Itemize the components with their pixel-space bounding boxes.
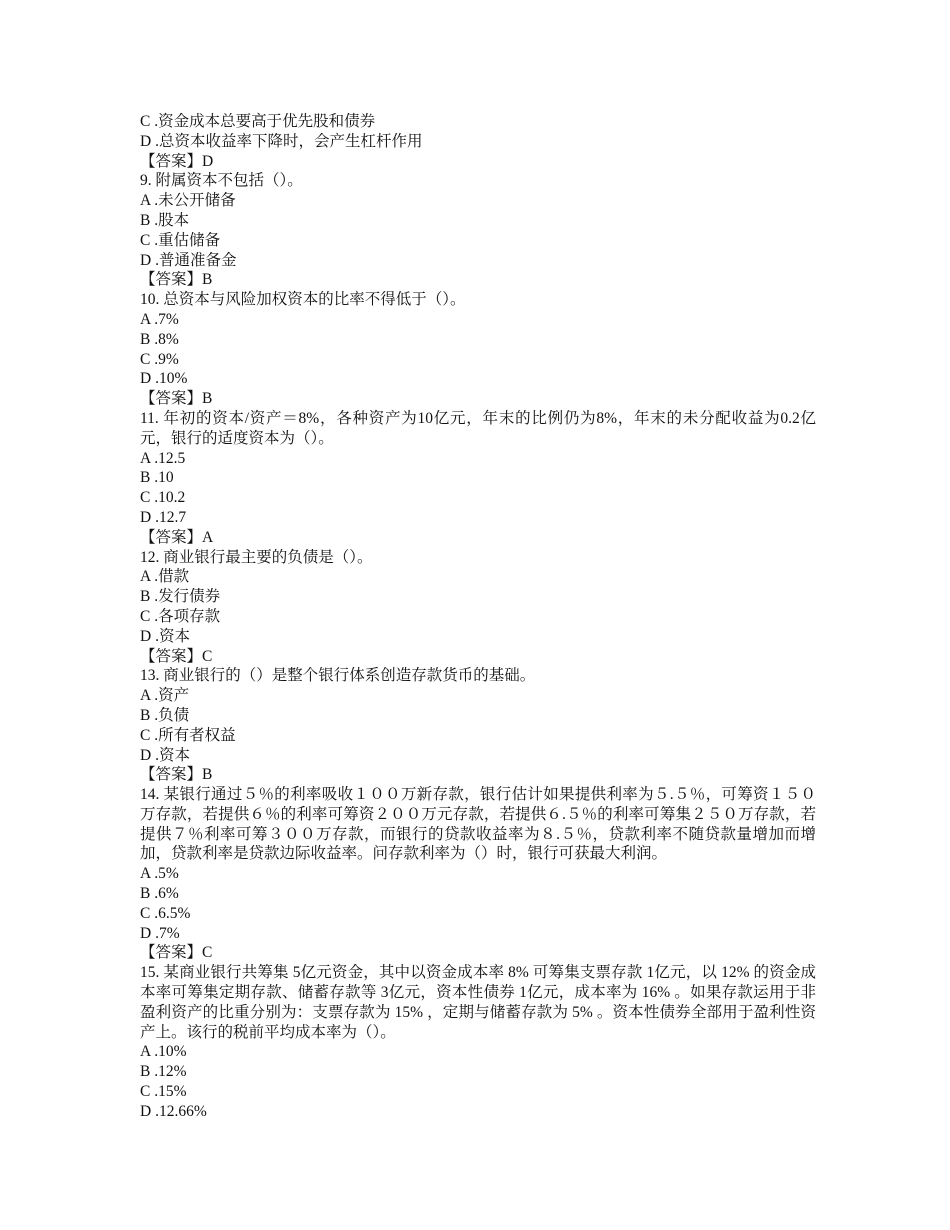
option-line: A .借款 <box>140 568 190 586</box>
option-line: A .未公开储备 <box>140 192 236 210</box>
option-line: C .10.2 <box>140 489 186 507</box>
document-body <box>140 112 816 1122</box>
option-line: B .股本 <box>140 211 190 229</box>
option-line: B .负债 <box>140 706 190 724</box>
option-line: C .9% <box>140 350 179 368</box>
option-line: A .5% <box>140 865 179 883</box>
option-line: A .7% <box>140 310 179 328</box>
question-text: 13. 商业银行的（）是整个银行体系创造存款货币的基础。 <box>140 667 536 685</box>
answer-line: 【答案】B <box>140 390 213 408</box>
question-text: 15. 某商业银行共筹集 5亿元资金，其中以资金成本率 8% 可筹集支票存款 1亿元，以 12% 的资金成本率可筹集定期存款、储蓄存款等 3亿元，资本性债券 1亿元，成本率为 16% 。如果存款运用于非盈利资产的比重分别为：支票存款为 15% ，定期与储蓄存款为 5% 。资本性债券全部用于盈利性资产上。该行的税前平均成本率为（）。 <box>140 964 816 1041</box>
option-line: D .12.7 <box>140 508 187 526</box>
answer-line: 【答案】C <box>140 647 213 665</box>
answer-line: 【答案】A <box>140 528 214 546</box>
question-text: 14. 某银行通过５％的利率吸收１００万新存款，银行估计如果提供利率为５.５％，可筹资１５０万存款，若提供６％的利率可筹资２００万元存款，若提供６.５％的利率可筹集２５０万存款，若提供７％利率可筹３００万存款，而银行的贷款收益率为８.５％，贷款利率不随贷款量增加而增加，贷款利率是贷款边际收益率。问存款利率为（）时，银行可获最大利润。 <box>140 786 816 863</box>
option-line: C .资金成本总要高于优先股和债券 <box>140 113 376 130</box>
option-line: C .所有者权益 <box>140 726 236 744</box>
question-text: 12. 商业银行最主要的负债是（）。 <box>140 548 373 566</box>
option-line: B .6% <box>140 885 179 903</box>
option-line: B .10 <box>140 469 174 487</box>
option-line: C .6.5% <box>140 904 191 922</box>
option-line: B .8% <box>140 330 179 348</box>
option-line: C .重估储备 <box>140 231 221 249</box>
option-line: B .12% <box>140 1063 187 1081</box>
question-text: 9. 附属资本不包括（）。 <box>140 172 303 190</box>
option-line: D .10% <box>140 370 188 388</box>
option-line: C .各项存款 <box>140 607 221 625</box>
option-line: A .12.5 <box>140 449 186 467</box>
answer-line: 【答案】B <box>140 271 213 289</box>
option-line: D .资本 <box>140 746 190 764</box>
option-line: D .总资本收益率下降时，会产生杠杆作用 <box>140 132 423 150</box>
option-line: D .7% <box>140 924 180 942</box>
question-text: 11. 年初的资本/资产＝8%，各种资产为10亿元，年末的比例仍为8%，年末的未分配收益为0.2亿元，银行的适度资本为（）。 <box>140 409 816 447</box>
answer-line: 【答案】C <box>140 944 213 962</box>
question-text: 10. 总资本与风险加权资本的比率不得低于（）。 <box>140 291 466 309</box>
option-line: A .资产 <box>140 687 190 705</box>
answer-line: 【答案】B <box>140 766 213 784</box>
option-line: B .发行债券 <box>140 588 221 606</box>
option-line: C .15% <box>140 1083 187 1101</box>
option-line: D .资本 <box>140 627 190 645</box>
option-line: D .普通准备金 <box>140 251 237 269</box>
answer-line: 【答案】D <box>140 152 214 170</box>
option-line: A .10% <box>140 1043 187 1061</box>
option-line: D .12.66% <box>140 1102 207 1120</box>
